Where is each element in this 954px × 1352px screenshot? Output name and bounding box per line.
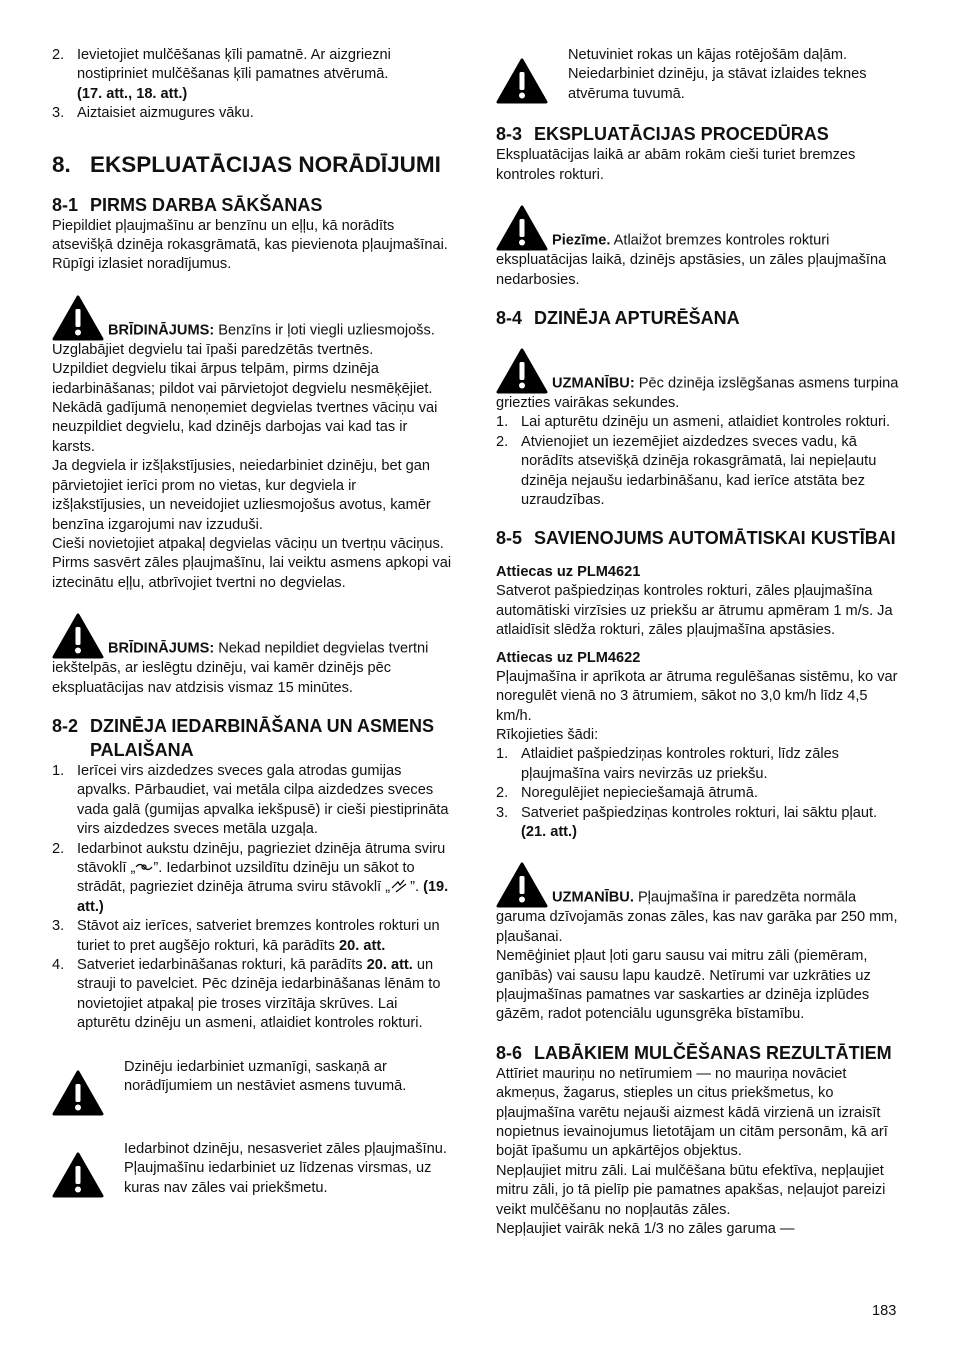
section-8-1-heading: 8-1 PIRMS DARBA SĀKŠANAS <box>52 194 323 215</box>
warning-refuel: BRĪDINĀJUMS: Nekad nepildiet degvielas tvertni iekštelpās, ar ieslēgtu dzinēju, vai kamēr dzinējs pēc ekspluatācijas nav atdzisis vismaz 15 minūtes. <box>52 613 452 698</box>
page-number: 183 <box>872 1303 897 1319</box>
warning-icon <box>496 862 548 908</box>
throttle-icon <box>390 878 410 894</box>
list-item: 2. Atvienojiet un iezemējiet aizdedzes sveces vadu, kā norādīts atsevišķā dzinēja rokasgrāmatā, lai nepieļautu dzinēja nejaušu iedarbināšanu, kad ierīce atstāta bez uzraudzības. <box>496 433 877 509</box>
stop-steps-list <box>496 413 902 510</box>
list-item: 2. Noregulējiet nepieciešamajā ātrumā. <box>496 785 758 802</box>
warning-icon <box>52 1070 124 1122</box>
section-8-2-heading: 8-2 DZINĒJA IEDARBINĀŠANA UN ASMENS PALAIŠANA <box>52 715 435 760</box>
list-item: 4. Satveriet iedarbināšanas rokturi, kā parādīts 20. att. un strauji to pavelciet. Pēc dzinēja iedarbināšanas lēnām to novietojiet atpakaļ pie troses virzītāja skrūves. Lai apturētu dzinēju un asmeni, atlaidiet kontroles rokturi. <box>52 957 441 1032</box>
warning-side-3: Netuviniet rokas un kājas rotējošām daļām. Neiedarbiniet dzinēju, ja stāvat izlaides teknes atvēruma tuvumā. <box>496 46 902 110</box>
section-8-5-heading: 8-5 SAVIENOJUMS AUTOMĀTISKAI KUSTĪBAI <box>496 528 896 549</box>
section-8-1-text: Piepildiet pļaujmašīnu ar benzīnu un eļļu, kā norādīts atsevišķā dzinēja rokasgrāmatā, kas pievienota pļaujmašīnai. Rūpīgi izlasiet noradījumus. <box>52 217 448 273</box>
list-item: 1. Lai apturētu dzinēju un asmeni, atlaidiet kontroles rokturi. <box>496 414 891 431</box>
left-column <box>52 46 452 1204</box>
section-8-4-heading: 8-4 DZINĒJA APTURĒŠANA <box>496 308 740 329</box>
section-8-3-heading: 8-3 EKSPLUATĀCIJAS PROCEDŪRAS <box>496 124 829 145</box>
choke-icon <box>135 860 153 872</box>
list-item: 3. Satveriet pašpiedziņas kontroles rokturi, lai sāktu pļaut. (21. att.) <box>496 804 878 840</box>
speed-steps-list <box>496 745 902 842</box>
list-item: 1. Ierīcei virs aizdedzes sveces gala atrodas gumijas apvalks. Pārbaudiet, vai metāla cilpa aizdedzes sveces vada galā (gumijas apvalka iekšpusē) ir cieši piestiprināta virs aizdedzes sveces metāla uzgaļa. <box>52 762 449 838</box>
note-block: Piezīme. Atlaižot bremzes kontroles rokturi ekspluatācijas laikā, dzinējs apstāsies, un zāles pļaujmašīna nedarbosies. <box>496 205 902 290</box>
warning-icon <box>52 295 104 341</box>
caution-block-2: UZMANĪBU. Pļaujmašīna ir paredzēta normāla garuma dzīvojamās zonas zāles, kas nav garāka par 250 mm, pļaušanai. Nemēģiniet pļaut ļoti garu sausu vai mitru zāli (piemēram, ganībās) vai sausu lapu kaudzē. Netīrumi var uzkrāties uz pļaujmašīnas pamatnes var saskarties ar dzinēja izplūdes gāzēm, radot potenciālu ugunsgrēka bīstamību. <box>496 862 902 1024</box>
list-item: 3. Aiztaisiet aizmugures vāku. <box>52 105 254 122</box>
plm4621-heading: Attiecas uz PLM4621 <box>496 564 641 581</box>
warning-side-1: Dzinēju iedarbiniet uzmanīgi, saskaņā ar norādījumiem un nestāviet asmens tuvumā. <box>52 1058 452 1122</box>
warning-icon <box>52 613 104 659</box>
intro-list <box>52 46 452 124</box>
warning-fuel: BRĪDINĀJUMS: Benzīns ir ļoti viegli uzliesmojošs. Uzglabājiet degvielu tai īpaši paredzētās tvertnēs. Uzpildiet degvielu tikai ārpus telpām, pirms dzinēja iedarbināšanas; pildot vai pārvietojot degvielu nesmēķējiet. Nekādā gadījumā nenoņemiet degvielas tvertnes vāciņu vai neuzpildiet degvielu, kad dzinējs darbojas vai kad tas ir karsts. Ja degviela ir izšļakstījusies, neiedarbiniet dzinēju, bet gan pārvietojiet ierīci prom no vietas, kur degviela ir izšļakstījusies, un neveidojiet uzliesmojošus avotus, kamēr benzīna izgarojumi nav izzuduši. Cieši novietojiet atpakaļ degvielas vāciņu un tvertņu vāciņus. Pirms sasvērt zāles pļaujmašīnu, lai veiktu asmens apkopi vai iztecinātu eļļu, atbrīvojiet tvertni no degvielas. <box>52 295 452 593</box>
list-item: 1. Atlaidiet pašpiedziņas kontroles rokturi, līdz zāles pļaujmašīna vairs nevirzās uz priekšu. <box>496 746 839 782</box>
plm4622-heading: Attiecas uz PLM4622 <box>496 649 641 666</box>
warning-icon <box>496 205 548 251</box>
list-item: 2. Iedarbinot aukstu dzinēju, pagrieziet dzinēja ātruma sviru stāvoklī „ ”. Iedarbinot uzsildītu dzinēju un sākot to strādāt, pagrieziet dzinēja ātruma sviru stāvoklī „ ”. (19. att.) <box>52 840 449 915</box>
right-column: Netuviniet rokas un kājas rotējošām daļām. Neiedarbiniet dzinēju, ja stāvat izlaides teknes atvēruma tuvumā. 8-3 EKSPLUATĀCIJAS PROCEDŪRAS Ekspluatācijas laikā ar abām rokām cieši turiet bremzes kontroles rokturi. Piezīme. Atlaižot bremzes kontroles rokturi ekspluatācijas laikā, dzinējs apstāsies, un zāles pļaujmašīna nedarbosies. 8-4 DZINĒJA APTURĒŠANA UZMANĪBU: Pēc dzinēja izslēgšanas asmens turpina griezties vairākas sekundes. 1. Lai apturētu dzinēju un asmeni, atlaidiet kontroles rokturi. 2. Atvienojiet un iezemējiet aizdedzes sveces vadu, kā norādīts atsevišķā dzinēja rokasgrāmatā, lai nepieļautu dzinēja nejaušu iedarbināšanu, kad ierīce atstāta bez uzraudzības. 8-5 SAVIENOJUMS AUTOMĀTISKAI KUSTĪBAI Attiecas uz PLM4621 Satverot pašpiedziņas kontroles rokturi, zāles pļaujmašīna automātiski virzīsies uz priekšu ar ātrumu apmēram 1 m/s. Ja atlaidīsit slēdža rokturi, zāles pļaujmašīna apstāsies. Attiecas uz PLM4622 Pļaujmašīna ir aprīkota ar ātruma regulēšanas sistēmu, ko var noregulēt vienā no 3 ātrumiem, sākot no 3,0 km/h līdz 4,5 km/h. Rīkojieties šādi: 1. Atlaidiet pašpiedziņas kontroles rokturi, līdz zāles pļaujmašīna vairs nevirzās uz priekšu. 2. Noregulējiet nepieciešamajā ātrumā. 3. Satveriet pašpiedziņas kontroles rokturi, lai sāktu pļaut. (21. att.) UZMANĪBU. Pļaujmašīna ir paredzēta normāla garuma dzīvojamās zonas zāles, kas nav garāka par 250 mm, pļaušanai. Nemēģiniet pļaut ļoti garu sausu vai mitru zāli (piemēram, ganībās) vai sausu lapu kaudzē. Netīrumi var uzkrāties uz pļaujmašīnas pamatnes var saskarties ar dzinēja izplūdes gāzēm, radot potenciālu ugunsgrēka bīstamību. 8-6 LABĀKIEM MULČĒŠANAS REZULTĀTIEM Attīriet mauriņu no netīrumiem — no mauriņa novāciet akmeņus, žagarus, stieples un citus priekšmetus, ko pļaujmašīna varētu nejauši aizmest kādā virzienā un izraisīt nopietnus ievainojumus lietotājam un citām personām, kā arī bojāt īpašumu un apkārtējos objektus. Nepļaujiet mitru zāli. Lai mulčēšana būtu efektīva, nepļaujiet mitru zāli, jo tā pielīp pie pamatnes apakšas, neļaujot pareizi veikt mulčēšanu no nopļautās zāles. Nepļaujiet vairāk nekā 1/3 no zāles garuma — <box>496 46 902 1239</box>
warning-icon <box>52 1152 124 1204</box>
start-steps-list <box>52 762 452 1034</box>
caution-block-1: UZMANĪBU: Pēc dzinēja izslēgšanas asmens turpina griezties vairākas sekundes. <box>496 348 902 413</box>
warning-icon <box>496 58 568 110</box>
list-item: 3. Stāvot aiz ierīces, satveriet bremzes kontroles rokturi un turiet to pret augšējo rokturi, kā parādīts 20. att. <box>52 918 440 954</box>
warning-side-2: Iedarbinot dzinēju, nesasveriet zāles pļaujmašīnu. Pļaujmašīnu iedarbiniet uz līdzenas virsmas, uz kuras nav zāles vai priekšmetu. <box>52 1140 452 1204</box>
warning-icon <box>496 348 548 394</box>
section-8-heading: 8. EKSPLUATĀCIJAS NORĀDĪJUMI <box>52 151 441 177</box>
section-8-6-heading: 8-6 LABĀKIEM MULČĒŠANAS REZULTĀTIEM <box>496 1042 892 1063</box>
list-item: 2. Ievietojiet mulčēšanas ķīli pamatnē. Ar aizgriezni nostipriniet mulčēšanas ķīli pamatnes atvērumā. (17. att., 18. att.) <box>52 47 391 102</box>
